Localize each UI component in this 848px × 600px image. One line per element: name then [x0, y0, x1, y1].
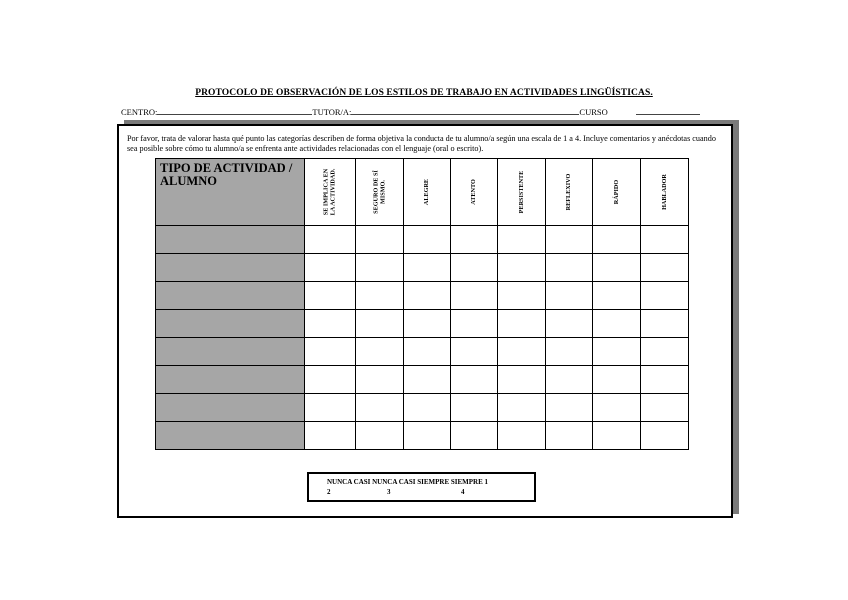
rating-cell[interactable]	[546, 422, 593, 450]
rating-cell[interactable]	[305, 394, 356, 422]
rating-cell[interactable]	[546, 226, 593, 254]
rating-cell[interactable]	[498, 282, 546, 310]
rating-cell[interactable]	[305, 226, 356, 254]
rating-cell[interactable]	[498, 254, 546, 282]
observation-table	[155, 158, 689, 450]
column-header	[305, 159, 356, 226]
rating-cell[interactable]	[546, 282, 593, 310]
rating-cell[interactable]	[641, 254, 689, 282]
table-row	[156, 422, 689, 450]
rating-cell[interactable]	[641, 366, 689, 394]
rating-cell[interactable]	[356, 282, 404, 310]
column-header-label: ALEGRE	[422, 178, 430, 206]
rating-cell[interactable]	[305, 282, 356, 310]
column-header	[451, 159, 498, 226]
rating-cell[interactable]	[451, 310, 498, 338]
column-header	[356, 159, 404, 226]
rating-cell[interactable]	[356, 338, 404, 366]
rating-cell[interactable]	[305, 254, 356, 282]
rating-cell[interactable]	[498, 226, 546, 254]
activity-student-cell[interactable]	[156, 394, 305, 422]
rating-cell[interactable]	[404, 422, 451, 450]
observation-frame	[117, 124, 733, 518]
rating-cell[interactable]	[451, 226, 498, 254]
column-header-label: REFLEXIVO	[564, 173, 572, 211]
rating-cell[interactable]	[451, 422, 498, 450]
rating-cell[interactable]	[641, 338, 689, 366]
rating-scale-words: NUNCA CASI NUNCA CASI SIEMPRE SIEMPRE 1	[327, 478, 489, 486]
activity-student-cell[interactable]	[156, 422, 305, 450]
centro-field[interactable]	[157, 107, 312, 115]
rating-cell[interactable]	[356, 254, 404, 282]
centro-label: CENTRO:	[121, 107, 158, 117]
rating-cell[interactable]	[451, 366, 498, 394]
column-header-label: ATENTO	[469, 179, 477, 205]
table-row	[156, 282, 689, 310]
rating-cell[interactable]	[498, 338, 546, 366]
rating-cell[interactable]	[404, 254, 451, 282]
activity-student-cell[interactable]	[156, 226, 305, 254]
rating-cell[interactable]	[546, 254, 593, 282]
column-header	[404, 159, 451, 226]
rating-cell[interactable]	[593, 422, 641, 450]
rating-cell[interactable]	[641, 310, 689, 338]
column-header	[593, 159, 641, 226]
rating-cell[interactable]	[305, 366, 356, 394]
header-fields	[121, 107, 700, 117]
column-header	[641, 159, 689, 226]
rating-cell[interactable]	[451, 254, 498, 282]
rating-cell[interactable]	[593, 310, 641, 338]
rating-cell[interactable]	[546, 394, 593, 422]
rating-cell[interactable]	[593, 282, 641, 310]
rating-cell[interactable]	[593, 394, 641, 422]
table-header-row	[156, 159, 689, 226]
rating-cell[interactable]	[404, 226, 451, 254]
rating-cell[interactable]	[451, 338, 498, 366]
column-header-label: PERSISTENTE	[517, 170, 525, 214]
rating-cell[interactable]	[451, 394, 498, 422]
column-header-label: SE IMPLICA EN LA ACTIVIDAD.	[322, 168, 336, 216]
rating-cell[interactable]	[546, 338, 593, 366]
rating-cell[interactable]	[404, 394, 451, 422]
table-row	[156, 366, 689, 394]
rating-cell[interactable]	[356, 310, 404, 338]
column-header-label: RÁPIDO	[612, 179, 620, 205]
rating-cell[interactable]	[404, 338, 451, 366]
rating-cell[interactable]	[593, 338, 641, 366]
curso-field[interactable]	[636, 107, 700, 115]
rating-cell[interactable]	[404, 310, 451, 338]
table-row	[156, 310, 689, 338]
rating-cell[interactable]	[593, 226, 641, 254]
rating-cell[interactable]	[498, 310, 546, 338]
column-header	[546, 159, 593, 226]
rating-cell[interactable]	[641, 422, 689, 450]
rating-cell[interactable]	[498, 422, 546, 450]
rating-cell[interactable]	[641, 394, 689, 422]
rating-scale-number: 3	[387, 488, 391, 496]
row-header-label: TIPO DE ACTIVIDAD / ALUMNO	[160, 161, 293, 188]
column-header-label: SEGURO DE SÍ MISMO.	[372, 170, 386, 214]
table-row	[156, 394, 689, 422]
rating-cell[interactable]	[404, 366, 451, 394]
rating-cell[interactable]	[356, 422, 404, 450]
rating-cell[interactable]	[356, 366, 404, 394]
rating-scale-number: 4	[461, 488, 465, 496]
rating-cell[interactable]	[641, 282, 689, 310]
column-header-label: HABLADOR	[660, 174, 668, 210]
rating-cell[interactable]	[305, 338, 356, 366]
rating-cell[interactable]	[356, 394, 404, 422]
rating-cell[interactable]	[546, 366, 593, 394]
rating-cell[interactable]	[356, 226, 404, 254]
table-row	[156, 226, 689, 254]
rating-cell[interactable]	[305, 422, 356, 450]
rating-cell[interactable]	[593, 254, 641, 282]
rating-scale-number: 2	[327, 488, 331, 496]
rating-cell[interactable]	[451, 282, 498, 310]
activity-student-cell[interactable]	[156, 338, 305, 366]
rating-cell[interactable]	[404, 282, 451, 310]
activity-student-cell[interactable]	[156, 366, 305, 394]
activity-student-cell[interactable]	[156, 282, 305, 310]
tutor-field[interactable]	[351, 107, 579, 115]
document-title: PROTOCOLO DE OBSERVACIÓN DE LOS ESTILOS DE TRABAJO EN ACTIVIDADES LINGÜÍSTICAS.	[195, 88, 653, 98]
activity-student-cell[interactable]	[156, 254, 305, 282]
curso-label: CURSO	[579, 107, 608, 117]
table-row	[156, 338, 689, 366]
rating-cell[interactable]	[498, 394, 546, 422]
tutor-label: TUTOR/A:	[312, 107, 352, 117]
activity-student-cell[interactable]	[156, 310, 305, 338]
column-header	[498, 159, 546, 226]
rating-scale-box	[307, 472, 536, 502]
instructions-text: Por favor, trata de valorar hasta qué punto las categorías describen de forma objetiva la conducta de tu alumno/a según una escala de 1 a 4. Incluye comentarios y anécdotas cuando sea posible sobre cómo tu alumno/a se enfrenta ante actividades relacionadas con el lenguaje (oral o escrito).	[127, 134, 716, 153]
rating-cell[interactable]	[498, 366, 546, 394]
rating-cell[interactable]	[641, 226, 689, 254]
rating-cell[interactable]	[546, 310, 593, 338]
row-header-cell	[156, 159, 305, 226]
table-row	[156, 254, 689, 282]
rating-cell[interactable]	[305, 310, 356, 338]
rating-cell[interactable]	[593, 366, 641, 394]
